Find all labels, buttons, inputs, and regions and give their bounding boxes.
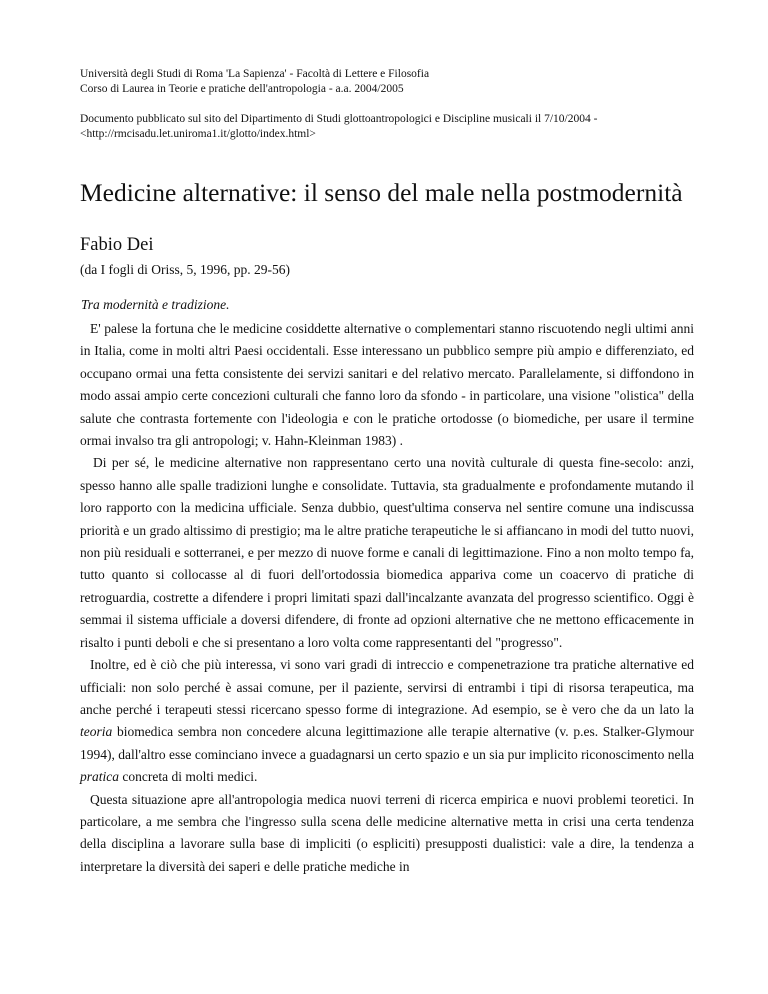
paragraph-1: E' palese la fortuna che le medicine cosiddette alternative o complementari stanno riscuotendo negli ultimi anni in Italia, come in molti altri Paesi occidentali. Esse interessano un pubblico sempre più ampio e differenziato, ed occupano ormai una fetta consistente dei servizi sanitari e del relativo mercato. Parallelamente, si diffondono in modo assai ampio certe concezioni culturali che fanno loro da sfondo - in particolare, una visione "olistica" della salute che contrasta fortemente con l'ideologia e con le pratiche ortodosse (o biomediche, per usare il termine ormai invalso tra gli antropologi; v. Hahn-Kleinman 1983) . [80,321,694,449]
publication-line: Documento pubblicato sul sito del Dipartimento di Studi glottoantropologici e Discipline musicali il 7/10/2004 - [80,113,598,125]
section-heading: Tra modernità e tradizione. [81,297,230,312]
paragraph-3-text-b: biomedica sembra non concedere alcuna legittimazione alle terapie alternative (v. p.es. Stalker-Glymour 1994), dall'altro esse cominciano invece a guadagnarsi un certo spazio e un sia pur implicito riconoscimento nella [80,724,694,762]
article-title: Medicine alternative: il senso del male nella postmodernità [80,178,683,207]
article-body [80,318,694,878]
paragraph-3 [80,654,694,788]
institution-header [80,67,720,97]
course-line: Corso di Laurea in Teorie e pratiche dell'antropologia - a.a. 2004/2005 [80,83,404,95]
article-source: (da I fogli di Oriss, 5, 1996, pp. 29-56) [80,262,290,277]
paragraph-3-text-a: Inoltre, ed è ciò che più interessa, vi sono vari gradi di intreccio e compenetrazione tra pratiche alternative ed ufficiali: non solo perché è assai comune, per il paziente, servirsi di entrambi i tipi di risorsa terapeutica, ma anche perché i terapeuti stessi ricercano spesso forme di integrazione. Ad esempio, se è vero che da un lato la [80,657,694,717]
paragraph-4: Questa situazione apre all'antropologia medica nuovi terreni di ricerca empirica e nuovi problemi teoretici. In particolare, a me sembra che l'ingresso sulla scena delle medicine alternative metta in crisi una certa tendenza della disciplina a lavorare sulla base di impliciti (o espliciti) presupposti dualistici: vale a dire, la tendenza a interpretare la diversità dei saperi e delle pratiche mediche in [80,791,694,874]
article-author: Fabio Dei [80,235,154,255]
paragraph-2: Di per sé, le medicine alternative non rappresentano certo una novità culturale di questa fine-secolo: anzi, spesso hanno alle spalle tradizioni lunghe e consolidate. Tuttavia, sta gradualmente e profondamente mutando il loro rapporto con la medicina ufficiale. Senza dubbio, quest'ultima conserva nel sentire comune una indiscussa priorità e un grado altissimo di prestigio; ma le altre pratiche terapeutiche le si affiancano in modi del tutto nuovi, non più residuali e sotterranei, e per mezzo di nuove forme e canali di legittimazione. Fino a non molto tempo fa, tutto quanto si collocasse al di fuori dell'ortodossia biomedica appariva come un coacervo di pratiche di retroguardia, costrette a difendere i propri limitati spazi dall'incalzante avanzata del progresso scientifico. Oggi è semmai il sistema ufficiale a doversi difendere, di fronte ad opzioni alternative che ne mettono efficacemente in risalto i punti deboli e che si presentano a loro volta come rappresentanti del "progresso". [80,455,694,650]
publication-note [80,112,720,142]
publication-url: <http://rmcisadu.let.uniroma1.it/glotto/index.html> [80,128,316,140]
paragraph-3-text-c: concreta di molti medici. [119,769,258,785]
emphasis-pratica: pratica [80,769,119,785]
university-line: Università degli Studi di Roma 'La Sapienza' - Facoltà di Lettere e Filosofia [80,68,430,80]
emphasis-teoria: teoria [80,724,113,740]
